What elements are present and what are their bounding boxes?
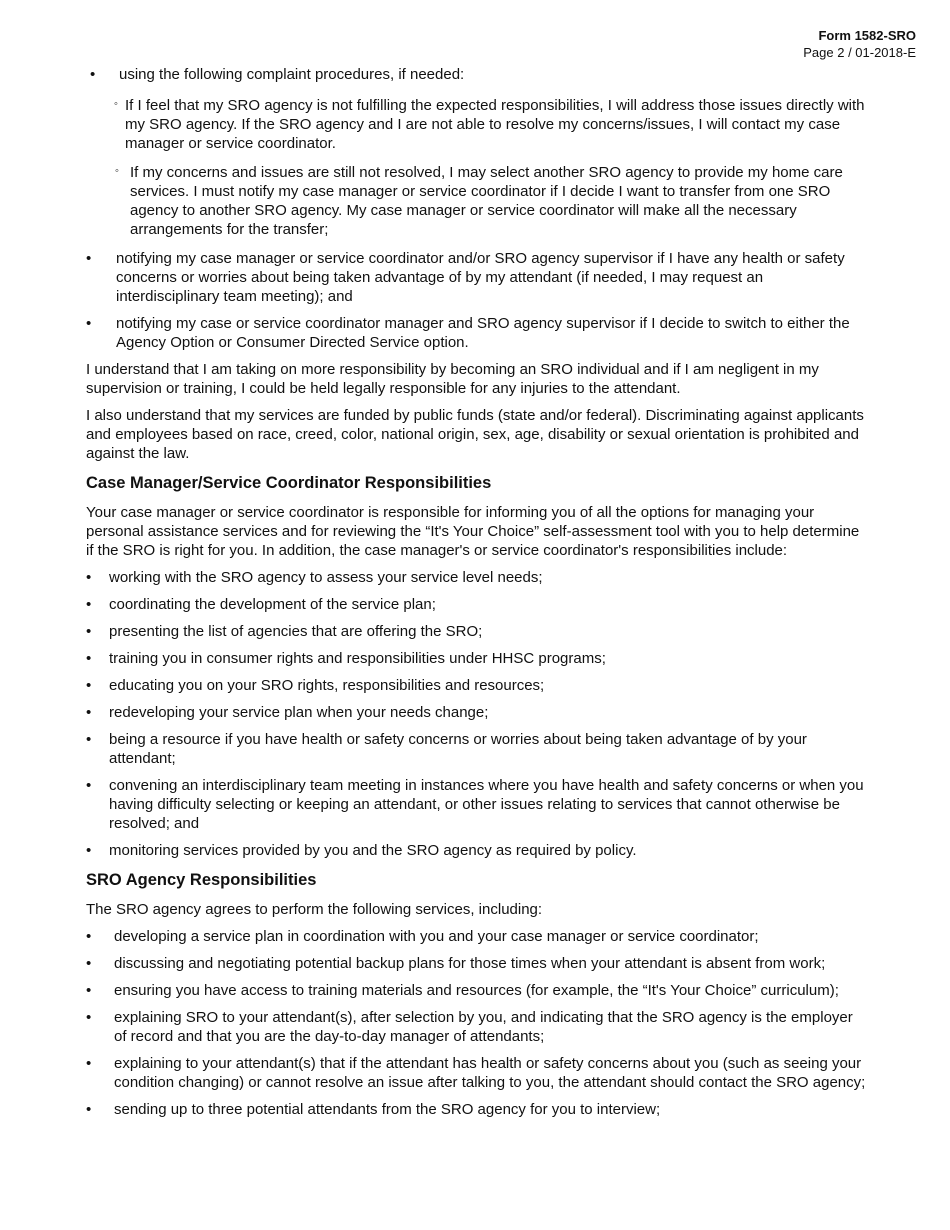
form-header [803,27,916,61]
section-intro: Your case manager or service coordinator is responsible for informing you of all the options for managing your personal assistance services and for reviewing the “It's Your Choice” self-assessment tool with you to help determine if the SRO is right for you. In addition, the case manager's or service coordinator's responsibilities include: [86,504,860,559]
list-item: • using the following complaint procedures, if needed: [90,66,465,83]
bullet-icon: • [86,842,92,859]
list-item: • presenting the list of agencies that are offering the SRO; [86,623,483,640]
section-intro: The SRO agency agrees to perform the following services, including: [86,901,543,918]
document-body [86,65,866,1127]
circle-bullet-icon: ◦ [115,165,119,177]
bullet-icon: • [86,569,92,586]
list-item: • convening an interdisciplinary team meeting in instances where you have health and safety concerns or when you having difficulty selecting or keeping an attendant, or other issues relating to services that cannot otherwise be resolved; and [86,777,864,832]
bullet-icon: • [86,250,92,267]
bullet-icon: • [86,777,92,794]
bullet-icon: • [86,1055,92,1072]
paragraph: I also understand that my services are funded by public funds (state and/or federal). Discriminating against applicants and employees based on race, creed, color, national origin, sex, age, disability or sexual orientation is prohibited and against the law. [86,407,864,462]
sub-list-item: ◦ If I feel that my SRO agency is not fulfilling the expected responsibilities, I will address those issues directly with my SRO agency. If the SRO agency and I are not able to resolve my concerns/issues, I will contact my case manager or service coordinator. [114,97,865,152]
list-item: • notifying my case manager or service coordinator and/or SRO agency supervisor if I have any health or safety concerns or worries about being taken advantage of by my attendant (if needed, I may request an interdisciplinary team meeting); and [86,250,845,305]
bullet-icon: • [86,677,92,694]
list-item: • ensuring you have access to training materials and resources (for example, the “It's Your Choice” curriculum); [86,982,839,999]
list-item: • being a resource if you have health or safety concerns or worries about being taken advantage of by your attendant; [86,731,807,767]
bullet-icon: • [86,731,92,748]
case-manager-section [86,473,866,860]
list-item: • sending up to three potential attendants from the SRO agency for you to interview; [86,1101,661,1118]
paragraph: I understand that I am taking on more responsibility by becoming an SRO individual and if I am negligent in my supervision or training, I could be held legally responsible for any injuries to the attendant. [86,361,819,397]
sro-agency-section [86,870,866,1119]
list-item: • notifying my case or service coordinator manager and SRO agency supervisor if I decide to switch to either the Agency Option or Consumer Directed Service option. [86,315,850,351]
list-item: • discussing and negotiating potential backup plans for those times when your attendant is absent from work; [86,955,826,972]
list-item: • explaining to your attendant(s) that if the attendant has health or safety concerns about you (such as seeing your condition changing) or cannot resolve an issue after talking to you, the attendant should contact the SRO agency; [86,1055,866,1091]
form-number: Form 1582-SRO [818,28,916,43]
bullet-icon: • [86,315,92,332]
bullet-icon: • [86,955,92,972]
section-heading: Case Manager/Service Coordinator Responsibilities [86,474,492,492]
list-item: • redeveloping your service plan when your needs change; [86,704,489,721]
list-item: • working with the SRO agency to assess your service level needs; [86,569,543,586]
bullet-icon: • [86,650,92,667]
page-info: Page 2 / 01-2018-E [803,45,916,60]
sub-list-item: ◦ If my concerns and issues are still not resolved, I may select another SRO agency to provide my home care services. I must notify my case manager or service coordinator if I decide I want to transfer from one SRO agency to another SRO agency. My case manager or service coordinator will make all the necessary arrangements for the transfer; [115,164,843,238]
list-item: • educating you on your SRO rights, responsibilities and resources; [86,677,545,694]
bullet-icon: • [86,596,92,613]
list-item: • monitoring services provided by you and the SRO agency as required by policy. [86,842,637,859]
list-item: • coordinating the development of the service plan; [86,596,436,613]
bullet-icon: • [86,1101,92,1118]
bullet-icon: • [86,982,92,999]
circle-bullet-icon: ◦ [114,98,118,110]
list-item: • explaining SRO to your attendant(s), after selection by you, and indicating that the SRO agency is the employer of record and that you are the day-to-day manager of attendants; [86,1009,853,1045]
bullet-icon: • [86,704,92,721]
bullet-icon: • [86,928,92,945]
section-heading: SRO Agency Responsibilities [86,871,317,889]
list-item: • training you in consumer rights and responsibilities under HHSC programs; [86,650,606,667]
bullet-icon: • [86,623,92,640]
bullet-icon: • [86,1009,92,1026]
bullet-icon: • [90,66,96,83]
list-item: • developing a service plan in coordination with you and your case manager or service coordinator; [86,928,759,945]
